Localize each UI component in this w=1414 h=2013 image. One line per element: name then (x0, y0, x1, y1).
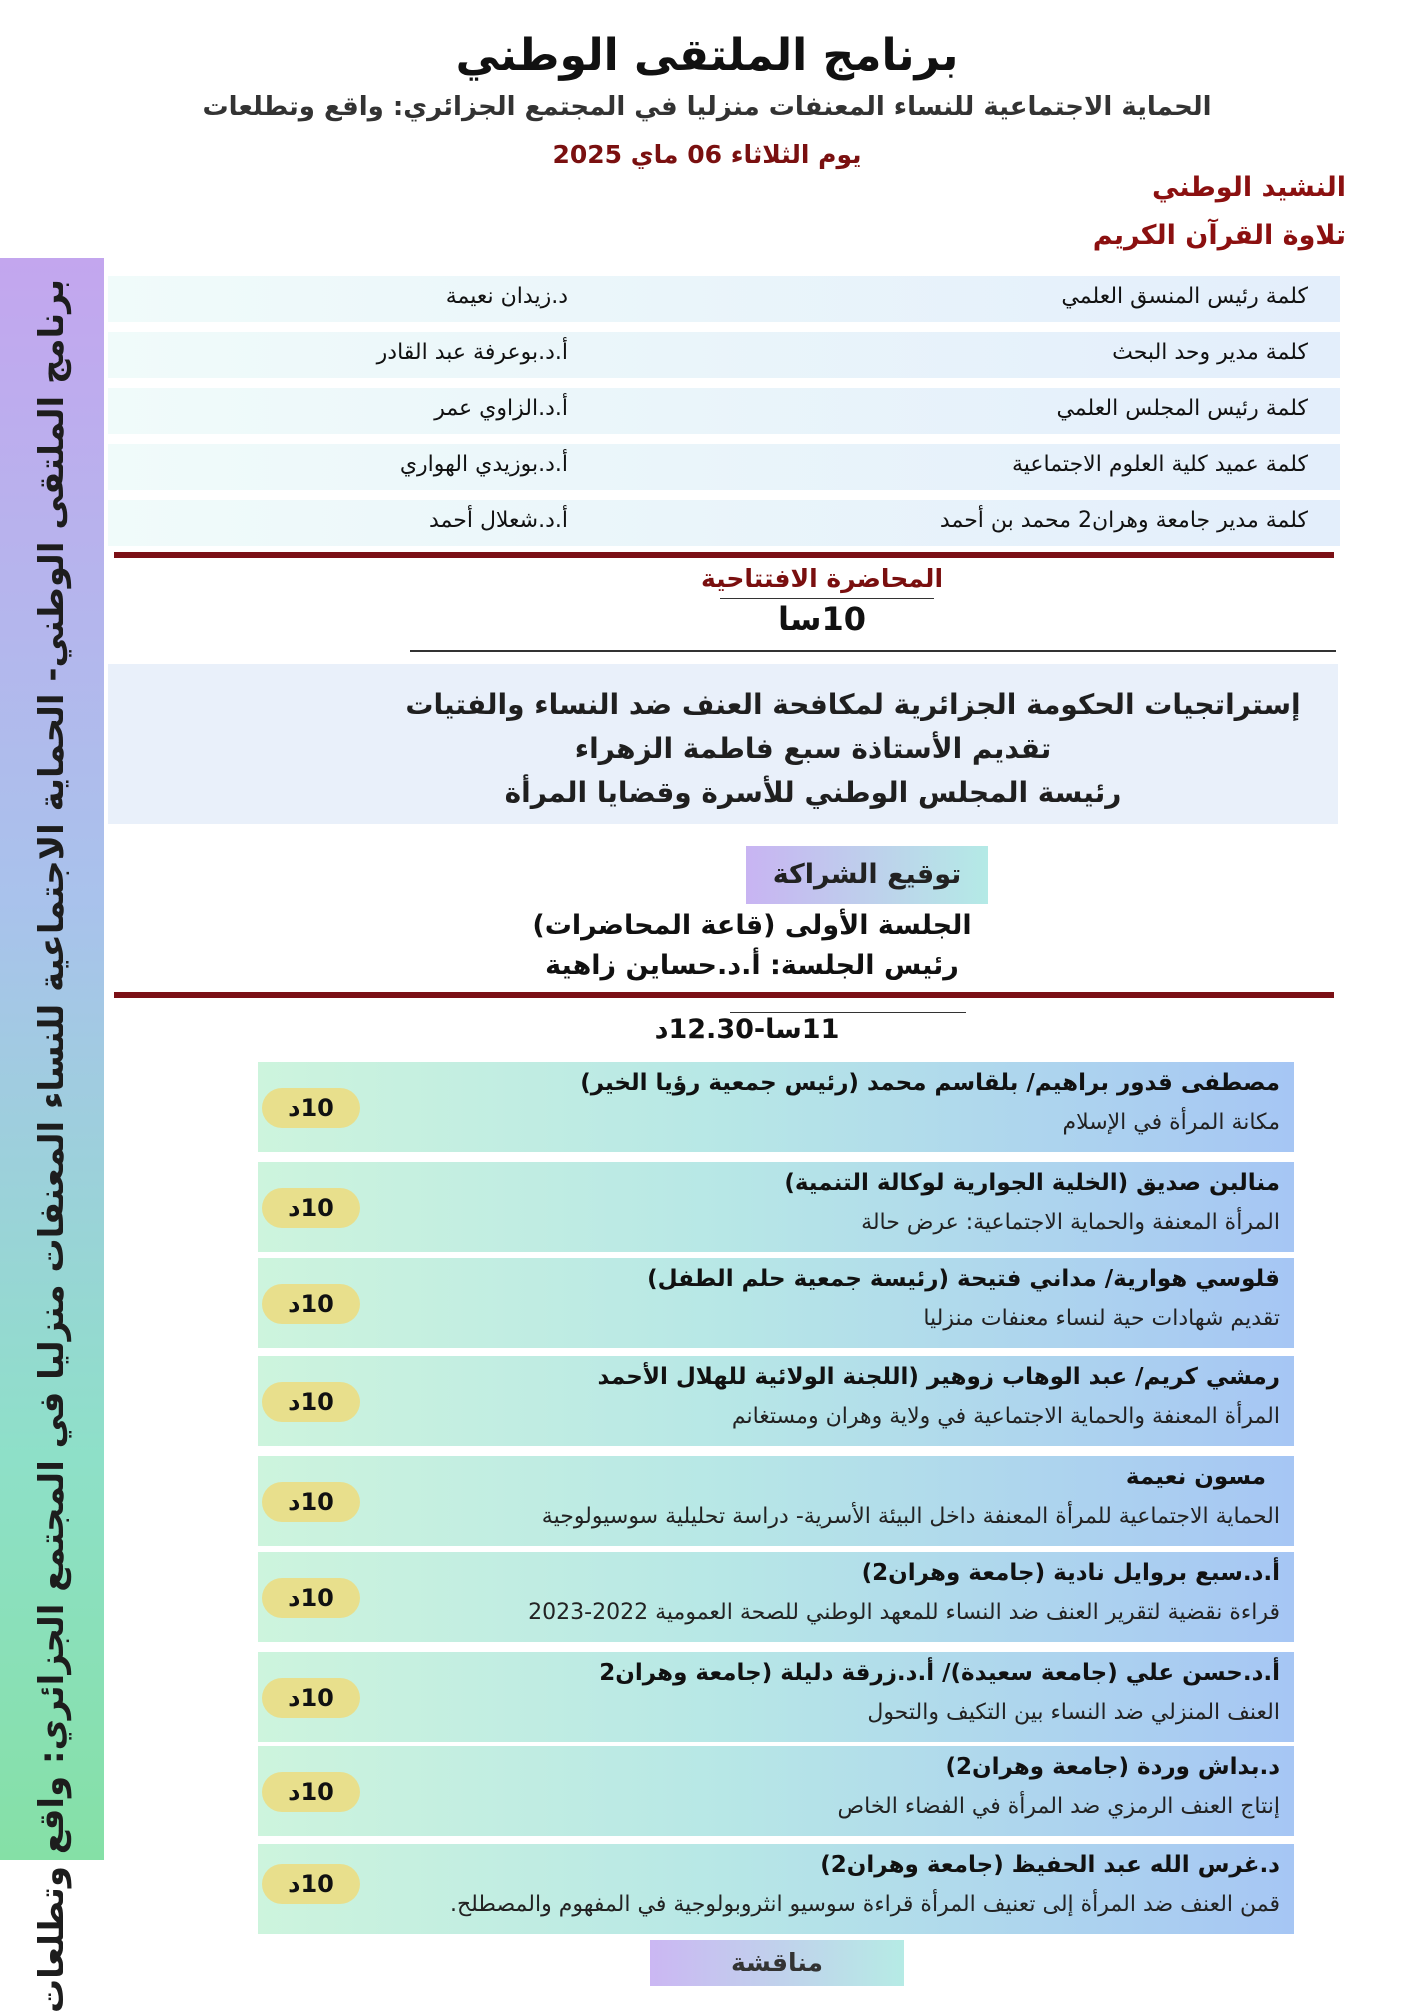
speech-row (108, 500, 1340, 546)
duration-badge: 10د (262, 1382, 360, 1422)
duration-badge: 10د (262, 1088, 360, 1128)
speech-row (108, 332, 1340, 378)
speaker-name: أ.د.شعلال أحمد (428, 508, 568, 533)
duration-badge: 10د (262, 1188, 360, 1228)
opening-lecture-box (108, 664, 1338, 824)
speech-row (108, 444, 1340, 490)
speech-title: كلمة رئيس المنسق العلمي (1061, 284, 1308, 309)
session-chair: رئيس الجلسة: أ.د.حساين زاهية (545, 950, 959, 981)
talk-speaker: قلوسي هوارية/ مداني فتيحة (رئيسة جمعية حلم الطفل) (647, 1266, 1280, 1292)
talk-speaker: د.غرس الله عبد الحفيظ (جامعة وهران2) (820, 1852, 1280, 1878)
session-time-overline (730, 1012, 966, 1013)
opening-lecture-time: 10سا (777, 600, 866, 638)
page-subtitle: الحماية الاجتماعية للنساء المعنفات منزليا في المجتمع الجزائري: واقع وتطلعات (202, 92, 1212, 122)
talk-card (258, 1552, 1294, 1642)
talk-speaker: أ.د.سبع بروايل نادية (جامعة وهران2) (861, 1560, 1280, 1586)
speaker-name: أ.د.الزاوي عمر (434, 396, 568, 421)
talk-card (258, 1844, 1294, 1934)
side-banner-text: برنامج الملتقى الوطني- الحماية الاجتماعية للنساء المعنفات منزليا في المجتمع الجزائري: واقع وتطلعات (32, 279, 72, 2013)
lecture-label-underline (720, 598, 934, 599)
section-divider (114, 992, 1334, 998)
talk-speaker: رمشي كريم/ عبد الوهاب زوهير (اللجنة الولائية للهلال الأحمد (597, 1364, 1280, 1390)
lecture-presenter: تقديم الأستاذة سبع فاطمة الزهراء (574, 732, 1052, 765)
session-title: الجلسة الأولى (قاعة المحاضرات) (532, 910, 972, 941)
talk-card (258, 1356, 1294, 1446)
duration-badge: 10د (262, 1772, 360, 1812)
talk-speaker: أ.د.حسن علي (جامعة سعيدة)/ أ.د.زرقة دليلة (جامعة وهران2 (599, 1660, 1280, 1686)
talk-topic: العنف المنزلي ضد النساء بين التكيف والتحول (867, 1700, 1280, 1725)
speech-title: كلمة عميد كلية العلوم الاجتماعية (1011, 452, 1308, 477)
speech-title: كلمة مدير جامعة وهران2 محمد بن أحمد (939, 508, 1308, 533)
talk-topic: قمن العنف ضد المرأة إلى تعنيف المرأة قراءة سوسيو انثروبولوجية في المفهوم والمصطلح. (449, 1892, 1280, 1917)
talk-card (258, 1162, 1294, 1252)
speech-title: كلمة رئيس المجلس العلمي (1056, 396, 1308, 421)
speaker-name: أ.د.بوزيدي الهواري (399, 452, 568, 477)
duration-badge: 10د (262, 1578, 360, 1618)
speech-row (108, 388, 1340, 434)
talk-card (258, 1062, 1294, 1152)
national-anthem-label: النشيد الوطني (1152, 172, 1346, 203)
speaker-name: أ.د.بوعرفة عبد القادر (376, 340, 568, 365)
talk-speaker: مصطفى قدور براهيم/ بلقاسم محمد (رئيس جمعية رؤيا الخير) (580, 1070, 1280, 1096)
talk-topic: إنتاج العنف الرمزي ضد المرأة في الفضاء الخاص (837, 1794, 1280, 1819)
duration-badge: 10د (262, 1482, 360, 1522)
speaker-name: د.زيدان نعيمة (445, 284, 568, 309)
session-time: 11سا-12.30د (654, 1014, 840, 1045)
lecture-divider (410, 650, 1336, 652)
talk-topic: الحماية الاجتماعية للمرأة المعنفة داخل البيئة الأسرية- دراسة تحليلية سوسيولوجية (541, 1504, 1280, 1529)
talk-topic: مكانة المرأة في الإسلام (1062, 1110, 1280, 1135)
speech-title: كلمة مدير وحد البحث (1112, 340, 1308, 365)
discussion-label: مناقشة (650, 1940, 904, 1986)
duration-badge: 10د (262, 1864, 360, 1904)
talk-topic: المرأة المعنفة والحماية الاجتماعية: عرض حالة (861, 1210, 1280, 1235)
talk-topic: المرأة المعنفة والحماية الاجتماعية في ولاية وهران ومستغانم (731, 1404, 1280, 1429)
talk-card (258, 1456, 1294, 1546)
talk-topic: قراءة نقضية لتقرير العنف ضد النساء للمعهد الوطني للصحة العمومية 2022-2023 (528, 1600, 1280, 1625)
talk-card (258, 1258, 1294, 1348)
partnership-signing-label: توقيع الشراكة (746, 846, 988, 904)
lecture-presenter-role: رئيسة المجلس الوطني للأسرة وقضايا المرأة (504, 776, 1122, 809)
opening-lecture-label: المحاضرة الافتتاحية (700, 564, 944, 593)
duration-badge: 10د (262, 1678, 360, 1718)
duration-badge: 10د (262, 1284, 360, 1324)
talk-speaker: مسون نعيمة (1125, 1464, 1266, 1490)
talk-card (258, 1652, 1294, 1742)
speech-row (108, 276, 1340, 322)
page-title: برنامج الملتقى الوطني (455, 30, 959, 81)
talk-speaker: منالبن صديق (الخلية الجوارية لوكالة التنمية) (784, 1170, 1280, 1196)
talk-topic: تقديم شهادات حية لنساء معنفات منزليا (923, 1306, 1280, 1331)
quran-recitation-label: تلاوة القرآن الكريم (1092, 220, 1346, 251)
talk-speaker: د.بداش وردة (جامعة وهران2) (945, 1754, 1280, 1780)
lecture-topic: إستراتجيات الحكومة الجزائرية لمكافحة العنف ضد النساء والفتيات (405, 688, 1301, 721)
section-divider (114, 552, 1334, 558)
event-date: يوم الثلاثاء 06 ماي 2025 (552, 140, 862, 169)
talk-card (258, 1746, 1294, 1836)
